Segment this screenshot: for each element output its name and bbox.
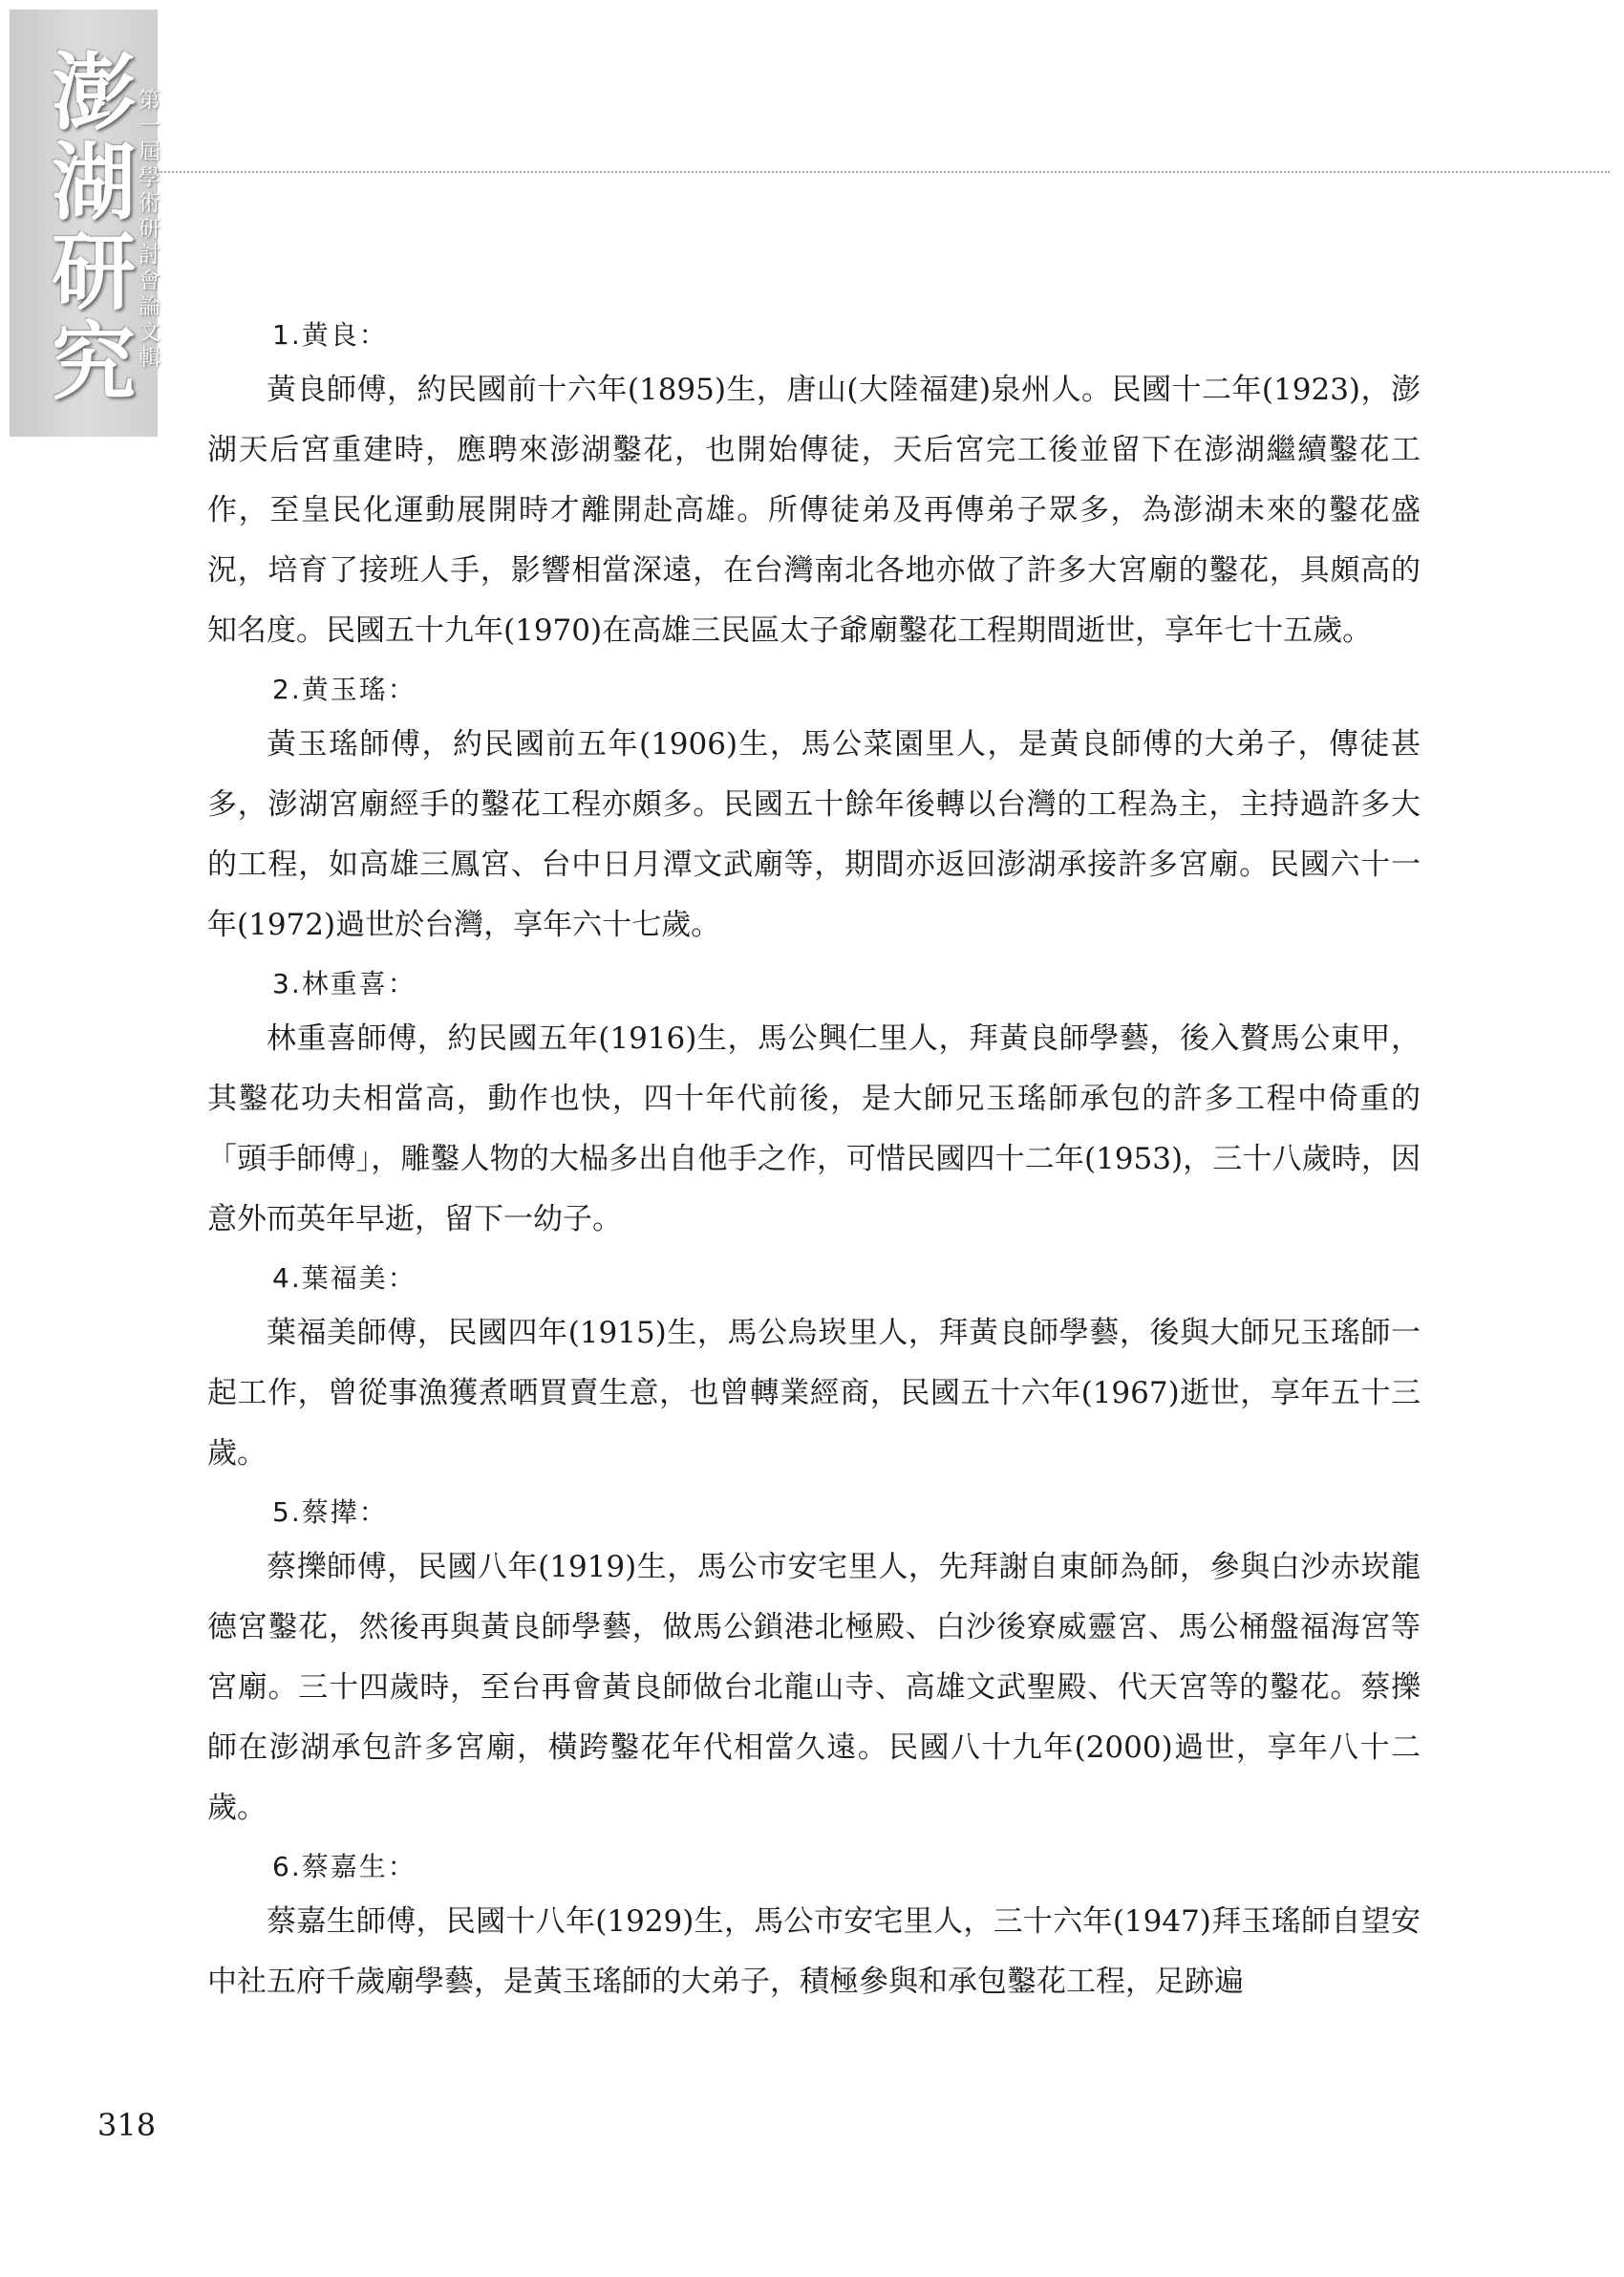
section-paragraph: 黃玉瑤師傅，約民國前五年(1906)生，馬公菜園里人，是黃良師傅的大弟子，傳徒甚多，澎湖宮廟經手的鑿花工程亦頗多。民國五十餘年後轉以台灣的工程為主，主持過許多大的工程，如高雄三鳳宮、台中日月潭文武廟等，期間亦返回澎湖承接許多宮廟。民國六十一年(1972)過世於台灣，享年六十七歲。 [207,727,1421,942]
section-huang-yuyao [207,665,1421,956]
section-paragraph: 蔡擽師傅，民國八年(1919)生，馬公市安宅里人，先拜謝自東師為師，參與白沙赤崁龍德宮鑿花，然後再與黃良師學藝，做馬公鎖港北極殿、白沙後寮威靈宮、馬公桶盤福海宮等宮廟。三十四歲時，至台再會黃良師做台北龍山寺、高雄文武聖殿、代天宮等的鑿花。蔡擽師在澎湖承包許多宮廟，橫跨鑿花年代相當久遠。民國八十九年(2000)過世，享年八十二歲。 [207,1550,1421,1825]
section-heading: 5.蔡撵： [272,1496,388,1528]
article-body [207,311,1421,2016]
section-paragraph: 林重喜師傅，約民國五年(1916)生，馬公興仁里人，拜黃良師學藝，後入贅馬公東甲，其鑿花功夫相當高，動作也快，四十年代前後，是大師兄玉瑤師承包的許多工程中倚重的「頭手師傅」，雕鑿人物的大榀多出自他手之作，可惜民國四十二年(1953)，三十八歲時，因意外而英年早逝，留下一幼子。 [207,1021,1421,1236]
section-heading: 4.葉福美： [272,1262,417,1294]
section-ye-fumei [207,1254,1421,1484]
series-subtitle: 第一屆學術研討會論文輯 [135,88,160,372]
section-paragraph: 蔡嘉生師傅，民國十八年(1929)生，馬公市安宅里人，三十六年(1947)拜玉瑤師自望安中社五府千歲廟學藝，是黃玉瑤師的大弟子，積極參與和承包鑿花工程，足跡遍 [207,1904,1421,1999]
series-title: 澎湖研究 [38,48,137,407]
section-paragraph: 黃良師傅，約民國前十六年(1895)生，唐山(大陸福建)泉州人。民國十二年(1923)，澎湖天后宮重建時，應聘來澎湖鑿花，也開始傳徒，天后宮完工後並留下在澎湖繼續鑿花工作，至皇民化運動展開時才離開赴高雄。所傳徒弟及再傳弟子眾多，為澎湖未來的鑿花盛況，培育了接班人手，影響相當深遠，在台灣南北各地亦做了許多大宮廟的鑿花，具頗高的知名度。民國五十九年(1970)在高雄三民區太子爺廟鑿花工程期間逝世，享年七十五歲。 [207,373,1421,648]
section-heading: 6.蔡嘉生： [272,1851,417,1882]
section-heading: 3.林重喜： [272,968,417,999]
header-divider [158,171,1610,173]
section-cai-jiasheng [207,1842,1421,2012]
section-cai-li [207,1488,1421,1838]
section-heading: 1.黄良： [272,319,388,351]
section-huang-liang [207,311,1421,661]
section-heading: 2.黄玉瑤： [272,674,417,705]
section-lin-chongxi [207,959,1421,1250]
section-paragraph: 葉福美師傅，民國四年(1915)生，馬公烏崁里人，拜黃良師學藝，後與大師兄玉瑤師一起工作，曾從事漁獲煮晒買賣生意，也曾轉業經商，民國五十六年(1967)逝世，享年五十三歲。 [207,1316,1421,1471]
page-number: 318 [97,2107,157,2143]
book-spine-tab [10,10,158,437]
